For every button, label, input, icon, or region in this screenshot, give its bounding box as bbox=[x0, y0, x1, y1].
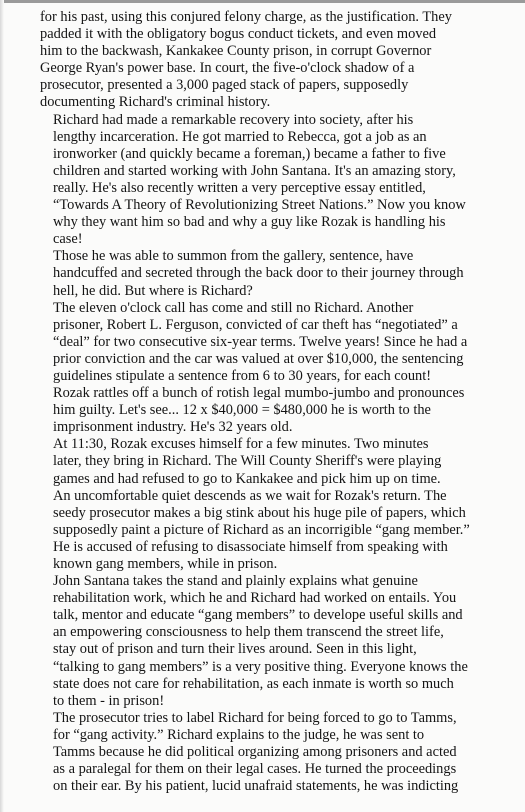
text-line: why they want him so bad and why a guy like Rozak is handling his bbox=[53, 214, 446, 231]
text-line: really. He's also recently written a very perceptive essay entitled, bbox=[53, 179, 426, 196]
page-left-edge bbox=[0, 0, 4, 812]
paragraph bbox=[40, 436, 510, 487]
text-line: lengthy incarceration. He got married to Rebecca, got a job as an bbox=[53, 128, 427, 145]
text-line: rehabilitation work, which he and Richard had worked on entails. You bbox=[53, 590, 457, 607]
paragraph bbox=[40, 9, 510, 112]
paragraph bbox=[40, 300, 510, 437]
text-line: The eleven o'clock call has come and still no Richard. Another bbox=[53, 299, 414, 316]
text-line: games and had refused to go to Kankakee and pick him up on time. bbox=[53, 470, 441, 487]
text-line: for “gang activity.” Richard explains to the judge, he was sent to bbox=[53, 726, 425, 743]
text-line: hell, he did. But where is Richard? bbox=[53, 282, 253, 299]
text-line: An uncomfortable quiet descends as we wait for Rozak's return. The bbox=[53, 487, 447, 504]
paragraph bbox=[40, 710, 510, 795]
text-line: John Santana takes the stand and plainly explains what genuine bbox=[53, 573, 418, 590]
text-line: “Towards A Theory of Revolutionizing Street Nations.” Now you know bbox=[53, 197, 466, 214]
text-line: seedy prosecutor makes a big stink about his huge pile of papers, which bbox=[53, 504, 466, 521]
text-line: “talking to gang members” is a very positive thing. Everyone knows the bbox=[53, 658, 468, 675]
text-line: children and started working with John Santana. It's an amazing story, bbox=[53, 162, 456, 179]
text-line: Richard had made a remarkable recovery into society, after his bbox=[53, 111, 414, 128]
text-line: guidelines stipulate a sentence from 6 to 30 years, for each count! bbox=[53, 367, 432, 384]
text-line: known gang members, while in prison. bbox=[53, 556, 278, 572]
text-line: prisoner, Robert L. Ferguson, convicted of car theft has “negotiated” a bbox=[53, 316, 458, 333]
text-line: for his past, using this conjured felony charge, as the justification. They bbox=[40, 9, 452, 25]
text-line: to them - in prison! bbox=[53, 692, 165, 709]
text-line: imprisonment industry. He's 32 years old. bbox=[53, 419, 293, 436]
text-line: later, they bring in Richard. The Will County Sheriff's were playing bbox=[53, 453, 442, 470]
paragraph bbox=[40, 488, 510, 573]
page-top-edge bbox=[0, 0, 525, 3]
text-line: case! bbox=[53, 231, 83, 248]
text-line: state does not care for rehabilitation, as each inmate is worth so much bbox=[53, 675, 454, 692]
paragraph bbox=[40, 248, 510, 299]
paragraph bbox=[40, 573, 510, 710]
text-line: “deal” for two consecutive six-year terms. Twelve years! Since he had a bbox=[53, 333, 468, 350]
text-line: George Ryan's power base. In court, the five-o'clock shadow of a bbox=[40, 60, 415, 77]
text-line: as a paralegal for them on their legal cases. He turned the proceedings bbox=[53, 761, 457, 778]
text-line: prior conviction and the car was valued at over $10,000, the sentencing bbox=[53, 350, 464, 367]
text-line: stay out of prison and turn their lives around. Seen in this light, bbox=[53, 641, 417, 658]
text-line: The prosecutor tries to label Richard for being forced to go to Tamms, bbox=[53, 709, 457, 726]
text-line: documenting Richard's criminal history. bbox=[40, 94, 271, 111]
text-line: him guilty. Let's see... 12 x $40,000 = $480,000 he is worth to the bbox=[53, 402, 431, 419]
text-line: Tamms because he did political organizing among prisoners and acted bbox=[53, 744, 457, 761]
text-line: ironworker (and quickly became a foreman,) became a father to five bbox=[53, 145, 446, 162]
text-line: him to the backwash, Kankakee County prison, in corrupt Governor bbox=[40, 43, 432, 60]
text-line: supposedly paint a picture of Richard as an incorrigible “gang member.” bbox=[53, 521, 470, 538]
paragraph bbox=[40, 112, 510, 249]
text-line: Rozak rattles off a bunch of rotish legal mumbo-jumbo and pronounces bbox=[53, 385, 465, 402]
text-line: on their ear. By his patient, lucid unafraid statements, he was indicting bbox=[53, 778, 459, 795]
body-text bbox=[40, 9, 510, 795]
text-line: prosecutor, presented a 3,000 paged stack of papers, supposedly bbox=[40, 77, 409, 94]
text-line: talk, mentor and educate “gang members” to develope useful skills and bbox=[53, 607, 463, 624]
text-line: Those he was able to summon from the gallery, sentence, have bbox=[53, 248, 414, 265]
text-line: He is accused of refusing to disassociate himself from speaking with bbox=[53, 538, 448, 555]
text-line: At 11:30, Rozak excuses himself for a few minutes. Two minutes bbox=[53, 436, 429, 453]
text-line: an empowering consciousness to help them transcend the street life, bbox=[53, 624, 444, 641]
text-line: padded it with the obligatory bogus conduct tickets, and even moved bbox=[40, 26, 437, 43]
text-line: handcuffed and secreted through the back door to their journey through bbox=[53, 265, 464, 282]
